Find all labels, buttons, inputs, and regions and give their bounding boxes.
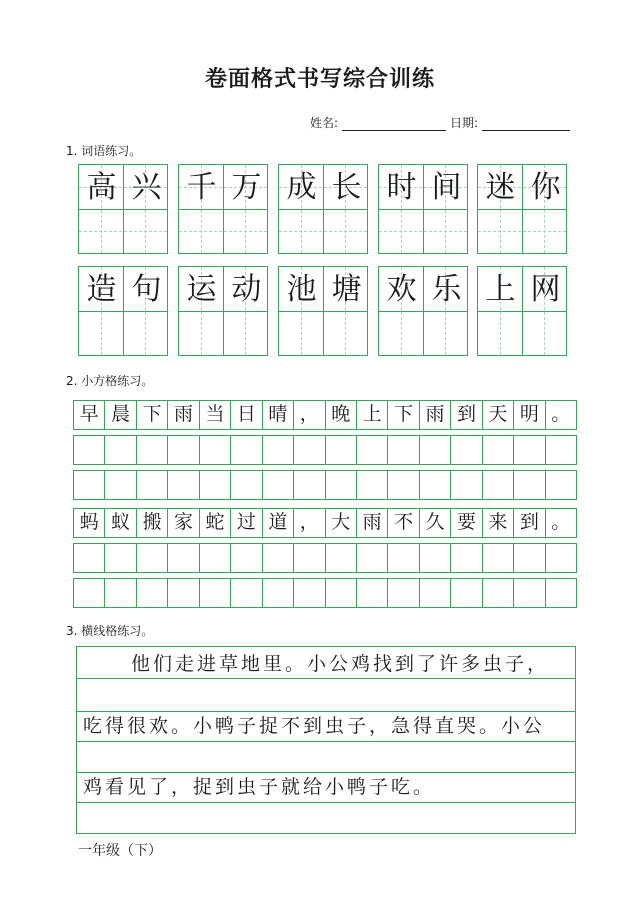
word-box[interactable] <box>178 164 268 254</box>
grid-cell-character: ， <box>294 401 325 429</box>
grid-cell-character: 家 <box>168 509 199 537</box>
passage-line: 鸡看见了，捉到虫子就给小鸭子吃。 <box>83 776 436 798</box>
section2-label: 2. 小方格练习。 <box>66 374 154 388</box>
grid-cell-character: 。 <box>551 403 571 425</box>
grid-cell-character: 雨 <box>168 401 199 429</box>
word-box[interactable] <box>78 164 168 254</box>
grid-cell-empty[interactable] <box>546 471 576 499</box>
writing-rule-line <box>77 741 575 742</box>
grid-cell-empty[interactable] <box>483 544 514 572</box>
grid-cell-character: 日 <box>231 401 262 429</box>
grid-cell-character: 当 <box>200 401 231 429</box>
grid-cell-empty[interactable] <box>137 436 168 464</box>
grid-cell-empty[interactable] <box>231 544 262 572</box>
grid-cell-empty[interactable] <box>168 471 199 499</box>
grid-cell-empty[interactable] <box>451 436 482 464</box>
grid-cell-empty[interactable] <box>74 544 105 572</box>
grid-cell-empty[interactable] <box>168 544 199 572</box>
grid-cell-empty[interactable] <box>420 544 451 572</box>
grid-cell-character: 久 <box>420 509 451 537</box>
word-character: 迷 <box>485 170 516 205</box>
word-character: 万 <box>231 170 262 205</box>
grid-cell-empty[interactable] <box>231 579 262 607</box>
grid-cell-empty[interactable] <box>263 544 294 572</box>
grid-cell-empty[interactable] <box>168 436 199 464</box>
section3-label: 3. 横线格练习。 <box>66 624 154 638</box>
grid-cell-character: 雨 <box>357 509 388 537</box>
grid-cell-empty[interactable] <box>326 436 357 464</box>
passage-line: 他们走进草地里。小公鸡找到了许多虫子， <box>131 653 550 675</box>
grid-cell-character: 蚂 <box>74 509 105 537</box>
grid-cell-empty[interactable] <box>420 579 451 607</box>
grid-cell-empty[interactable] <box>200 544 231 572</box>
grid-cell-empty[interactable] <box>451 471 482 499</box>
page-title: 卷面格式书写综合训练 <box>204 67 435 92</box>
word-character: 间 <box>431 170 462 205</box>
word-character: 造 <box>86 272 117 307</box>
grid-cell-empty[interactable] <box>388 471 419 499</box>
word-box[interactable] <box>178 266 268 356</box>
writing-rule-line <box>77 802 575 803</box>
grid-cell-empty[interactable] <box>263 579 294 607</box>
grid-cell-empty[interactable] <box>483 579 514 607</box>
word-character: 成 <box>286 170 317 205</box>
name-label: 姓名: <box>310 116 339 130</box>
grid-cell-empty[interactable] <box>74 579 105 607</box>
grade-label: 一年级（下） <box>78 843 162 859</box>
passage-line: 吃得很欢。小鸭子捉不到虫子，急得直哭。小公 <box>83 715 546 737</box>
grid-cell-empty[interactable] <box>294 436 325 464</box>
grid-cell-empty[interactable] <box>420 471 451 499</box>
grid-row <box>73 400 577 430</box>
grid-cell-empty[interactable] <box>514 471 545 499</box>
grid-cell-empty[interactable] <box>546 579 576 607</box>
grid-cell-empty[interactable] <box>74 436 105 464</box>
date-underline[interactable] <box>482 116 570 131</box>
grid-cell-empty[interactable] <box>326 544 357 572</box>
grid-cell-empty[interactable] <box>357 544 388 572</box>
grid-cell-character: 过 <box>231 509 262 537</box>
word-character: 你 <box>530 170 561 205</box>
grid-cell-empty[interactable] <box>137 471 168 499</box>
word-character: 网 <box>530 272 561 307</box>
grid-cell-character: 晨 <box>105 401 136 429</box>
date-field[interactable] <box>450 114 570 131</box>
grid-cell-empty[interactable] <box>263 436 294 464</box>
grid-cell-character: 上 <box>357 401 388 429</box>
grid-cell-empty[interactable] <box>137 579 168 607</box>
grid-cell-character: 天 <box>483 401 514 429</box>
word-character: 运 <box>186 272 217 307</box>
grid-cell-empty[interactable] <box>200 471 231 499</box>
grid-cell-empty[interactable] <box>231 436 262 464</box>
grid-cell-character: 下 <box>137 401 168 429</box>
grid-cell-empty[interactable] <box>357 579 388 607</box>
grid-cell-empty[interactable] <box>514 544 545 572</box>
word-box[interactable] <box>378 266 468 356</box>
grid-cell-empty[interactable] <box>514 579 545 607</box>
grid-row <box>73 435 577 465</box>
grid-cell-empty[interactable] <box>388 579 419 607</box>
grid-cell-empty[interactable] <box>451 544 482 572</box>
word-character: 欢 <box>386 272 417 307</box>
grid-row <box>73 543 577 573</box>
grid-cell-empty[interactable] <box>326 579 357 607</box>
grid-cell-empty[interactable] <box>546 544 576 572</box>
word-character: 时 <box>386 170 417 205</box>
section1-label: 1. 词语练习。 <box>66 144 142 158</box>
grid-cell-empty[interactable] <box>231 471 262 499</box>
name-field[interactable] <box>310 114 446 131</box>
grid-cell-empty[interactable] <box>105 544 136 572</box>
word-character: 塘 <box>331 272 362 307</box>
name-underline[interactable] <box>342 116 446 131</box>
grid-cell-character: 要 <box>451 509 482 537</box>
grid-cell-empty[interactable] <box>294 579 325 607</box>
grid-cell-character: 。 <box>551 511 571 533</box>
grid-cell-character: 大 <box>326 509 357 537</box>
word-character: 句 <box>131 272 162 307</box>
grid-cell-empty[interactable] <box>105 579 136 607</box>
grid-cell-empty[interactable] <box>357 471 388 499</box>
grid-cell-character: 明 <box>514 401 545 429</box>
word-box[interactable] <box>477 164 567 254</box>
grid-cell-empty[interactable] <box>168 579 199 607</box>
word-character: 动 <box>231 272 262 307</box>
grid-cell-empty[interactable] <box>451 579 482 607</box>
grid-cell-empty[interactable] <box>483 471 514 499</box>
grid-cell-character: 雨 <box>420 401 451 429</box>
word-character: 兴 <box>131 170 162 205</box>
grid-cell-character: ， <box>294 509 325 537</box>
grid-cell-empty[interactable] <box>105 471 136 499</box>
word-box[interactable] <box>278 266 368 356</box>
grid-cell-empty[interactable] <box>294 471 325 499</box>
grid-cell-empty[interactable] <box>263 471 294 499</box>
grid-cell-empty[interactable] <box>483 436 514 464</box>
word-box[interactable] <box>78 266 168 356</box>
grid-cell-empty[interactable] <box>74 471 105 499</box>
word-character: 千 <box>186 170 217 205</box>
grid-cell-character: 蛇 <box>200 509 231 537</box>
grid-cell-empty[interactable] <box>137 544 168 572</box>
lined-practice-section <box>76 646 576 834</box>
date-label: 日期: <box>450 116 479 130</box>
grid-cell-empty[interactable] <box>105 436 136 464</box>
grid-cell-empty[interactable] <box>420 436 451 464</box>
word-character: 上 <box>485 272 516 307</box>
grid-cell-character: 下 <box>388 401 419 429</box>
grid-cell-character: 来 <box>483 509 514 537</box>
grid-row <box>73 470 577 500</box>
word-box[interactable] <box>477 266 567 356</box>
grid-cell-character: 到 <box>514 509 545 537</box>
grid-cell-empty[interactable] <box>200 579 231 607</box>
grid-row <box>73 578 577 608</box>
grid-cell-empty[interactable] <box>388 436 419 464</box>
grid-cell-character: 早 <box>74 401 105 429</box>
grid-cell-character: 晴 <box>263 401 294 429</box>
grid-cell-empty[interactable] <box>294 544 325 572</box>
grid-cell-empty[interactable] <box>357 436 388 464</box>
grid-cell-empty[interactable] <box>200 436 231 464</box>
grid-cell-empty[interactable] <box>388 544 419 572</box>
word-character: 高 <box>86 170 117 205</box>
word-character: 乐 <box>431 272 462 307</box>
grid-cell-empty[interactable] <box>546 436 576 464</box>
word-box[interactable] <box>278 164 368 254</box>
grid-row <box>73 508 577 538</box>
word-character: 长 <box>331 170 362 205</box>
grid-cell-empty[interactable] <box>514 436 545 464</box>
grid-cell-character: 搬 <box>137 509 168 537</box>
grid-cell-character: 晚 <box>326 401 357 429</box>
word-character: 池 <box>286 272 317 307</box>
word-box[interactable] <box>378 164 468 254</box>
grid-cell-empty[interactable] <box>326 471 357 499</box>
grid-cell-character: 道 <box>263 509 294 537</box>
grid-cell-character: 到 <box>451 401 482 429</box>
grid-cell-character: 蚁 <box>105 509 136 537</box>
grid-cell-character: 不 <box>388 509 419 537</box>
